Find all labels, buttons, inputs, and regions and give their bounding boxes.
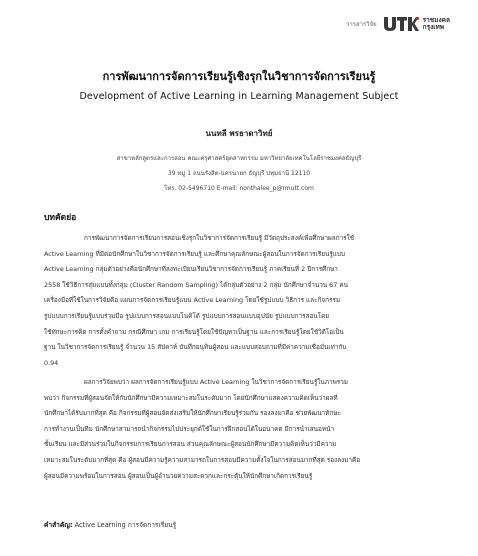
text-line: 2558 ใช้วิธีการสุ่มแบบทั้งกลุ่ม (Cluster Random Sampling) ได้กลุ่มตัวอย่าง 2 กลุ่ม นักศึกษาจำนวน 67 คน — [44, 280, 348, 289]
affiliation-line: สาขาหลักสูตรและการสอน คณะครุศาสตร์อุตสาหกรรม มหาวิทยาลัยเทคโนโลยีราชมงคลธัญบุรี — [116, 155, 362, 162]
keywords-value: Active Learning การจัดการเรียนรู้ — [74, 521, 177, 529]
abstract-heading: บทคัดย่อ — [44, 213, 77, 223]
text-line: นักศึกษาได้รับมากที่สุด คือ กิจกรรมที่ผู้สอนจัดส่งเสริมให้นักศึกษาเรียนรู้ร่วมกัน รองลงมาคือ ช่วยพัฒนาทักษะ — [44, 409, 341, 418]
text-line: ผู้สอนมีความพร้อมในการสอน ผู้สอนเป็นผู้อำนวยความสะดวกและกระตุ้นให้นักศึกษาเกิดการเรียนรู้ — [44, 471, 313, 480]
paper-title-english: Development of Active Learning in Learning Management Subject — [79, 91, 399, 102]
affiliation-address: 39 หมู่ 1 ถนนรังสิต-นครนายก ธัญบุรี ปทุมธานี 12110 — [167, 170, 311, 177]
abstract-paragraph-2 — [44, 375, 448, 484]
text-line: การทำงานเป็นทีม นักศึกษาสามารถนำกิจกรรมไปประยุกต์ใช้ในการฝึกสอนได้ในอนาคต มีการนำเสนอหน้า — [44, 424, 335, 433]
text-line: 0.94 — [44, 358, 59, 367]
text-line: ผลการวิจัยพบว่า ผลการจัดการเรียนรู้แบบ Active Learning ในวิชาการจัดการเรียนรู้ในภาพรวม — [84, 378, 349, 386]
text-line: ใช้ทักษะการคิด การตั้งคำถาม กรณีศึกษา เกม การเรียนรู้โดยใช้ปัญหาเป็นฐาน และการเรียนรู้โดยใช้วิดีโอเป็น — [44, 327, 344, 336]
utk-logo-icon — [383, 16, 419, 32]
university-name — [423, 17, 450, 31]
journal-logo — [346, 16, 450, 32]
journal-label: วารสารวิจัย — [346, 21, 377, 28]
text-line: Active Learning ที่มีต่อนักศึกษาในวิชาการจัดการเรียนรู้ และศึกษาคุณลักษณะผู้สอนในการจัดการเรียนรู้แบบ — [44, 249, 345, 258]
keywords — [44, 519, 176, 530]
text-line: ชั้นเรียน และมีส่วนร่วมในกิจกรรมการเรียนการสอน ส่วนคุณลักษณะผู้สอนนักศึกษามีความคิดเห็นว่ามีความ — [44, 440, 337, 449]
keywords-label: คำสำคัญ: — [44, 521, 73, 529]
paper-title-thai: การพัฒนาการจัดการเรียนรู้เชิงรุกในวิชาการจัดการเรียนรู้ — [102, 70, 376, 83]
text-line: เครื่องมือที่ใช้ในการวิจัยคือ แผนการจัดการเรียนรู้แบบ Active Learning โดยใช้รูปแบบ วิธีการ และกิจกรรม — [44, 296, 341, 305]
text-line: รูปแบบการเรียนรู้แบบร่วมมือ รูปแบบการสอนแบบโนคิโด้ รูปแบบการสอนแบบอุปนัย รูปแบบการสอนโดย — [44, 311, 329, 320]
university-name-line2: กรุงเทพ — [422, 23, 445, 31]
text-line: พบว่า กิจกรรมที่ผู้สอนจัดให้กับนักศึกษามีความเหมาะสมในระดับมาก โดยนักศึกษาแสดงความคิดเห็นว่าผลที่ — [44, 393, 338, 402]
text-line: ฐาน ในวิชาการจัดการเรียนรู้ จำนวน 15 สัปดาห์ บันทึกอนุทินผู้สอน และแบบสอบถามที่มีค่าความเชื่อมั่นเท่ากับ — [44, 343, 347, 352]
affiliation-contact: โทร. 02-5496710 E-mail: nonthalee_p@rmutt.com — [164, 185, 314, 192]
text-line: Active Learning กลุ่มตัวอย่างคือนักศึกษาที่ลงทะเบียนเรียนวิชาการจัดการเรียนรู้ ภาคเรียนที่ 2 ปีการศึกษา — [44, 265, 338, 274]
author-name: นนทลี พรธาดาวิทย์ — [205, 129, 273, 138]
text-line: การพัฒนาการจัดการเรียนการสอนเชิงรุกในวิชาการจัดการเรียนรู้ มีวัตถุประสงค์เพื่อศึกษาผลการใช้ — [84, 234, 355, 242]
text-line: เหมาะสมในระดับมากที่สุด คือ ผู้สอนมีความรู้ความสามารถในการสอนมีความตั้งใจในการสอนมากที่สุด รองลงมาคือ — [44, 455, 361, 464]
abstract-paragraph-1 — [44, 231, 448, 371]
university-name-line1: ราชมงคล — [422, 16, 450, 24]
